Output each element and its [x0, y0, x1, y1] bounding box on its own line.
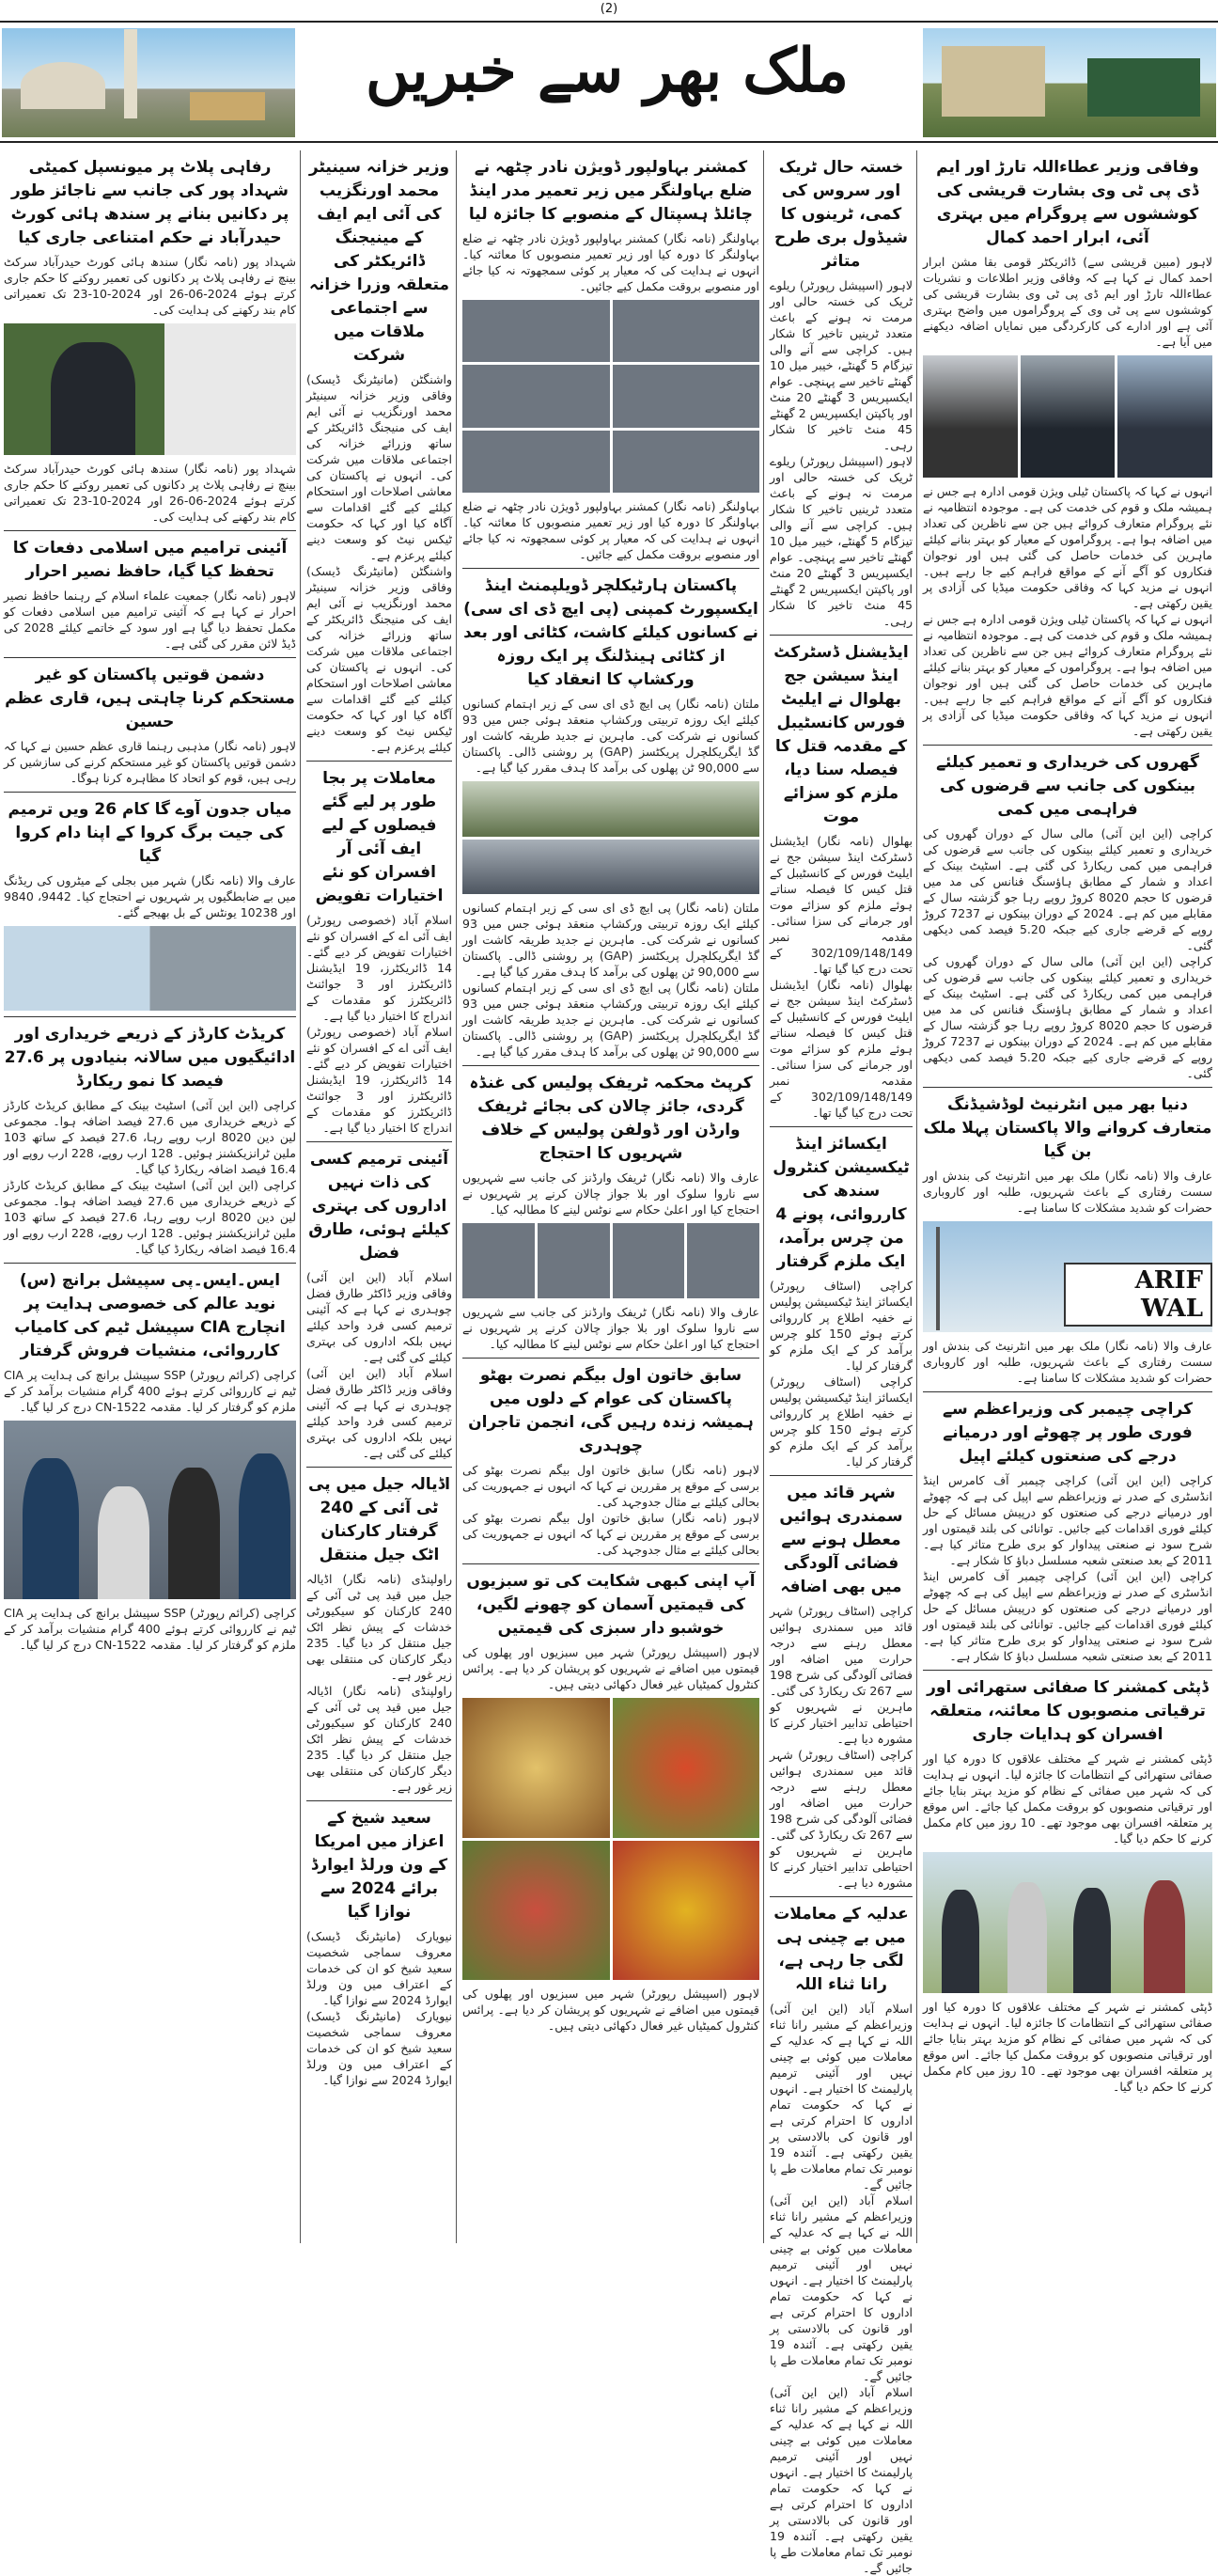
- article-text: لاہور (اسپیشل رپورٹر) ریلوے ٹریک کی خستہ حالی اور مرمت نہ ہونے کے باعث متعدد ٹرینیں تاخیر کا شکار ہیں۔ کراچی سے آنے والی تیزگام 5 گھنٹے، خیبر میل 10 گھنٹے تاخیر سے پہنچی۔ عوام ایکسپریس 3 گھنٹے 20 منٹ اور پاکپتن ایکسپریس 2 گھنٹے 45 منٹ تاخیر کا شکار رہی۔: [770, 454, 913, 628]
- article-text: بھلوال (نامہ نگار) ایڈیشنل ڈسٹرکٹ اینڈ سیشن جج نے ایلیٹ فورس کے کانسٹیبل کے قتل کیس کا فیصلہ سناتے ہوئے ملزم کو سزائے موت اور جرمانے کی سزا سنائی۔ مقدمہ نمبر 302/109/148/149 کے تحت درج کیا گیا تھا۔: [770, 978, 913, 1120]
- article-text: لاہور (مبین قریشی سے) ڈائریکٹر قومی بقا مشن ابرار احمد کمال نے کہا ہے کہ وفاقی وزیر اطلاعات و نشریات عطاءاللہ تارڑ اور ایم ڈی پی ٹی وی بشارت قریشی کی کوششوں سے پی ٹی وی کے پروگراموں میں واضح بہتری آئی ہے اور ادارے کی کارکردگی میں نمایاں اضافہ دیکھنے میں آیا ہے۔: [923, 255, 1212, 349]
- masthead: [0, 21, 1218, 143]
- portrait-photos: [923, 355, 1212, 478]
- article-text: لاہور (اسپیشل رپورٹر) شہر میں سبزیوں اور پھلوں کی قیمتوں میں اضافے نے شہریوں کو پریشان کر دیا ہے۔ پرائس کنٹرول کمیٹیاں غیر فعال دکھائی دیتی ہیں۔: [462, 1987, 759, 2033]
- headline: شہر قائد میں سمندری ہوائیں معطل ہونے سے فضائی آلودگی میں بھی اضافہ: [779, 1484, 903, 1596]
- article-text: بہاولنگر (نامہ نگار) کمشنر بہاولپور ڈویژن نادر چٹھہ نے ضلع بہاولنگر کا دورہ کیا اور زیر تعمیر منصوبوں کا معائنہ کیا۔ انہوں نے ہدایت کی کہ معیار پر کوئی سمجھوتہ نہ کیا جائے اور منصوبے بروقت مکمل کیے جائیں۔: [462, 231, 759, 293]
- protest-photos: [462, 1223, 759, 1298]
- article-text: لاہور (اسپیشل رپورٹر) ریلوے ٹریک کی خستہ حالی اور مرمت نہ ہونے کے باعث متعدد ٹرینیں تاخیر کا شکار ہیں۔ کراچی سے آنے والی تیزگام 5 گھنٹے، خیبر میل 10 گھنٹے تاخیر سے پہنچی۔ عوام ایکسپریس 3 گھنٹے 20 منٹ اور پاکپتن ایکسپریس 2 گھنٹے 45 منٹ تاخیر کا شکار رہی۔: [770, 278, 913, 452]
- article-text: کراچی (کرائم رپورٹر) SSP سپیشل برانچ کی ہدایت پر CIA ٹیم نے کارروائی کرتے ہوئے 400 گرام منشیات برآمد کر کے ملزم کو گرفتار کر لیا۔ مقدمہ CN-1522 درج کر لیا گیا۔: [4, 1606, 297, 1652]
- headline: معاملات پر بجا طور پر لیے گئے فیصلوں کے لیے ایف آئی آر افسران کو نئے اختیارات تفویض: [315, 769, 444, 905]
- headline: سعید شیخ کے اعزاز میں امریکا کے ون ورلڈ ایوارڈ برائے 2024 سے نوازا گیا: [310, 1809, 448, 1922]
- article-text: بھلوال (نامہ نگار) ایڈیشنل ڈسٹرکٹ اینڈ سیشن جج نے ایلیٹ فورس کے کانسٹیبل کے قتل کیس کا فیصلہ سناتے ہوئے ملزم کو سزائے موت اور جرمانے کی سزا سنائی۔ مقدمہ نمبر 302/109/148/149 کے تحت درج کیا گیا تھا۔: [770, 834, 913, 976]
- headline: کراچی چیمبر کی وزیراعظم سے فوری طور پر چھوٹے اور درمیانے درجے کی صنعتوں کیلئے اپیل: [943, 1400, 1193, 1466]
- article-text: انہوں نے کہا کہ پاکستان ٹیلی ویژن قومی ادارہ ہے جس نے ہمیشہ ملک و قوم کی خدمت کی ہے۔ موجودہ انتظامیہ نے نئے پروگرام متعارف کروائے ہیں جن سے ناظرین کی تعداد میں اضافہ ہوا ہے۔ پروگراموں کے معیار کو بہتر بنانے کیلئے ماہرین کی خدمات حاصل کی گئی ہیں اور نوجوان فنکاروں کو آگے آنے کے مواقع فراہم کیے جا رہے ہیں۔ انہوں نے مزید کہا کہ وفاقی حکومت میڈیا کی آزادی پر یقین رکھتی ہے۔: [923, 612, 1212, 738]
- commissioner-visit-photos: [462, 300, 759, 493]
- headline: ایڈیشنل ڈسٹرکٹ اینڈ سیشن جج بھلوال نے ایلیٹ فورس کانسٹیبل کے مقدمہ قتل کا فیصلہ سنا دیا، ملزم کو سزائے موت: [773, 643, 909, 826]
- headline: آپ اپنی کبھی شکایت کی تو سبزیوں کی قیمتیں آسمان کو چھونے لگیں، خوشبو دار سبزی کی قیمتیں: [466, 1572, 756, 1638]
- article-text: کراچی (اسٹاف رپورٹر) ایکسائز اینڈ ٹیکسیشن پولیس نے خفیہ اطلاع پر کارروائی کرتے ہوئے 150 کلو چرس برآمد کر کے ایک ملزم کو گرفتار کر لیا۔: [770, 1279, 913, 1373]
- article-text: واشنگٹن (مانیٹرنگ ڈیسک) وفاقی وزیر خزانہ سینیٹر محمد اورنگزیب نے آئی ایم ایف کی منیجنگ ڈائریکٹر کے ساتھ وزرائے خزانہ کی اجتماعی ملاقات میں شرکت کی۔ انہوں نے پاکستان کی معاشی اصلاحات اور استحکام کیلئے کیے گئے اقدامات سے آگاہ کیا اور کہا کہ حکومت ٹیکس نیٹ کو وسعت دینے کیلئے پرعزم ہے۔: [306, 372, 452, 562]
- article-text: ملتان (نامہ نگار) پی ایچ ڈی ای سی کے زیر اہتمام کسانوں کیلئے ایک روزہ تربیتی ورکشاپ منعقد ہوئی جس میں 93 کسانوں نے شرکت کی۔ ماہرین نے جدید طریقہ کاشت اور گڈ ایگریکلچرل پریکٹسز (GAP) پر روشنی ڈالی۔ پاکستان سے 90,000 ٹن پھلوں کی برآمد کا ہدف مقرر کیا گیا ہے۔: [462, 981, 759, 1059]
- meter-photo: [4, 926, 296, 1011]
- article-text: عارف والا (نامہ نگار) شہر میں بجلی کے میٹروں کی ریڈنگ میں بے ضابطگیوں پر شہریوں نے احتجاج کیا۔ 9442، 9840 اور 10238 یونٹس کے بل بھیجے گئے۔: [4, 873, 296, 919]
- article-text: اسلام آباد (این این آئی) وفاقی وزیر ڈاکٹر طارق فضل چوہدری نے کہا ہے کہ آئینی ترمیم کسی فرد واحد کیلئے نہیں بلکہ اداروں کی بہتری کیلئے کی گئی ہے۔: [306, 1366, 452, 1460]
- column-4: [303, 150, 456, 2243]
- headline: اڈیالہ جیل میں پی ٹی آئی کے 240 گرفتار کارکنان اٹک جیل منتقل: [308, 1475, 450, 1564]
- article-text: نیویارک (مانیٹرنگ ڈیسک) معروف سماجی شخصیت سعید شیخ کو ان کی خدمات کے اعتراف میں ون ورلڈ ایوارڈ 2024 سے نوازا گیا۔: [306, 1929, 452, 2007]
- article-text: ڈپٹی کمشنر نے شہر کے مختلف علاقوں کا دورہ کیا اور صفائی ستھرائی کے انتظامات کا جائزہ لیا۔ انہوں نے ہدایت کی کہ شہر میں صفائی کے نظام کو مزید بہتر بنایا جائے اور ترقیاتی منصوبوں کو بروقت مکمل کیا جائے۔ اس موقع پر متعلقہ افسران بھی موجود تھے۔ 10 روز میں کام مکمل کرنے کا حکم دیا گیا۔: [923, 2000, 1212, 2094]
- column-3: [459, 150, 763, 2243]
- article-text: اسلام آباد (این این آئی) وفاقی وزیر ڈاکٹر طارق فضل چوہدری نے کہا ہے کہ آئینی ترمیم کسی فرد واحد کیلئے نہیں بلکہ اداروں کی بہتری کیلئے کی گئی ہے۔: [306, 1270, 452, 1364]
- article-text: اسلام آباد (این این آئی) وزیراعظم کے مشیر رانا ثناء اللہ نے کہا ہے کہ عدلیہ کے معاملات میں کوئی بے چینی نہیں اور آئینی ترمیم پارلیمنٹ کا اختیار ہے۔ انہوں نے کہا کہ حکومت تمام اداروں کا احترام کرتی ہے اور قانون کی بالادستی پر یقین رکھتی ہے۔ آئندہ 19 نومبر تک تمام معاملات طے پا جائیں گے۔: [770, 2385, 913, 2575]
- article-text: کراچی (اسٹاف رپورٹر) ایکسائز اینڈ ٹیکسیشن پولیس نے خفیہ اطلاع پر کارروائی کرتے ہوئے 150 کلو چرس برآمد کر کے ایک ملزم کو گرفتار کر لیا۔: [770, 1374, 913, 1469]
- article-text: ملتان (نامہ نگار) پی ایچ ڈی ای سی کے زیر اہتمام کسانوں کیلئے ایک روزہ تربیتی ورکشاپ منعقد ہوئی جس میں 93 کسانوں نے شرکت کی۔ ماہرین نے جدید طریقہ کاشت اور گڈ ایگریکلچرل پریکٹسز (GAP) پر روشنی ڈالی۔ پاکستان سے 90,000 ٹن پھلوں کی برآمد کا ہدف مقرر کیا گیا ہے۔: [462, 697, 759, 775]
- headline: دنیا بھر میں انٹرنیٹ لوڈشیڈنگ متعارف کروانے والا پاکستان پہلا ملک بن گیا: [923, 1095, 1212, 1161]
- headline: آئینی ترمیم کسی کی ذات نہیں اداروں کی بہتری کیلئے ہوئی، طارق فضل: [308, 1150, 450, 1263]
- headline: عدلیہ کے معاملات میں بے چینی ہی لگی جا رہی ہے، رانا ثناء اللہ: [773, 1905, 909, 1994]
- article-text: کراچی (اسٹاف رپورٹر) شہر قائد میں سمندری ہوائیں معطل رہنے سے درجہ حرارت میں اضافہ اور فضائی آلودگی کی شرح 198 سے 267 تک ریکارڈ کی گئی۔ ماہرین نے شہریوں کو احتیاطی تدابیر اختیار کرنے کا مشورہ دیا ہے۔: [770, 1604, 913, 1746]
- headline: ڈپٹی کمشنر کا صفائی ستھرائی اور ترقیاتی منصوبوں کا معائنہ، متعلقہ افسران کو ہدایات جاری: [927, 1678, 1209, 1744]
- article-text: لاہور (اسپیشل رپورٹر) شہر میں سبزیوں اور پھلوں کی قیمتوں میں اضافے نے شہریوں کو پریشان کر دیا ہے۔ پرائس کنٹرول کمیٹیاں غیر فعال دکھائی دیتی ہیں۔: [462, 1645, 759, 1691]
- telecom-tower-photo: [923, 1221, 1212, 1332]
- masthead-photo-right: [923, 28, 1216, 137]
- article-text: اسلام آباد (این این آئی) وزیراعظم کے مشیر رانا ثناء اللہ نے کہا ہے کہ عدلیہ کے معاملات میں کوئی بے چینی نہیں اور آئینی ترمیم پارلیمنٹ کا اختیار ہے۔ انہوں نے کہا کہ حکومت تمام اداروں کا احترام کرتی ہے اور قانون کی بالادستی پر یقین رکھتی ہے۔ آئندہ 19 نومبر تک تمام معاملات طے پا جائیں گے۔: [770, 2193, 913, 2383]
- headline: سابق خاتون اول بیگم نصرت بھٹو پاکستان کی عوام کے دلوں میں ہمیشہ زندہ رہیں گی، انجمن تاجران چوہدری: [468, 1366, 754, 1455]
- article-text: اسلام آباد (خصوصی رپورٹر) ایف آئی اے کے افسران کو نئے اختیارات تفویض کر دیے گئے۔ 14 ڈائریکٹرز، 19 ایڈیشنل ڈائریکٹرز اور 3 جوائنٹ ڈائریکٹرز کو مقدمات کے اندراج کا اختیار دیا گیا ہے۔: [306, 1025, 453, 1135]
- article-text: راولپنڈی (نامہ نگار) اڈیالہ جیل میں قید پی ٹی آئی کے 240 کارکنان کو سیکیورٹی خدشات کے پیش نظر اٹک جیل منتقل کر دیا گیا۔ 235 دیگر کارکنان کی منتقلی بھی زیر غور ہے۔: [306, 1572, 452, 1682]
- article-text: ملتان (نامہ نگار) پی ایچ ڈی ای سی کے زیر اہتمام کسانوں کیلئے ایک روزہ تربیتی ورکشاپ منعقد ہوئی جس میں 93 کسانوں نے شرکت کی۔ ماہرین نے جدید طریقہ کاشت اور گڈ ایگریکلچرل پریکٹسز (GAP) پر روشنی ڈالی۔ پاکستان سے 90,000 ٹن پھلوں کی برآمد کا ہدف مقرر کیا گیا ہے۔: [462, 901, 759, 979]
- article-text: کراچی (این این آئی) کراچی چیمبر آف کامرس اینڈ انڈسٹری کے صدر نے وزیراعظم سے اپیل کی ہے کہ چھوٹے اور درمیانے درجے کی صنعتوں کو درپیش مسائل کے حل کیلئے فوری اقدامات کیے جائیں۔ توانائی کی بلند قیمتوں اور شرح سود نے صنعتی پیداوار کو بری طرح متاثر کیا ہے۔ 2011 کے بعد صنعتی شعبہ مسلسل دباؤ کا شکار ہے۔: [923, 1569, 1212, 1663]
- column-5: [0, 150, 300, 2243]
- article-text: عارف والا (نامہ نگار) ٹریفک وارڈنز کی جانب سے شہریوں سے ناروا سلوک اور بلا جواز چالان کرنے پر شہریوں نے احتجاج کیا اور اعلیٰ حکام سے نوٹس لینے کا مطالبہ کیا۔: [462, 1305, 759, 1351]
- article-text: ڈپٹی کمشنر نے شہر کے مختلف علاقوں کا دورہ کیا اور صفائی ستھرائی کے انتظامات کا جائزہ لیا۔ انہوں نے ہدایت کی کہ شہر میں صفائی کے نظام کو مزید بہتر بنایا جائے اور ترقیاتی منصوبوں کو بروقت مکمل کیا جائے۔ اس موقع پر متعلقہ افسران بھی موجود تھے۔ 10 روز میں کام مکمل کرنے کا حکم دیا گیا۔: [923, 1751, 1212, 1846]
- article-text: لاہور (نامہ نگار) سابق خاتون اول بیگم نصرت بھٹو کی برسی کے موقع پر مقررین نے کہا کہ انہوں نے جمہوریت کی بحالی کیلئے بے مثال جدوجہد کی۔: [462, 1511, 759, 1557]
- article-text: واشنگٹن (مانیٹرنگ ڈیسک) وفاقی وزیر خزانہ سینیٹر محمد اورنگزیب نے آئی ایم ایف کی منیجنگ ڈائریکٹر کے ساتھ وزرائے خزانہ کی اجتماعی ملاقات میں شرکت کی۔ انہوں نے پاکستان کی معاشی اصلاحات اور استحکام کیلئے کیے گئے اقدامات سے آگاہ کیا اور کہا کہ حکومت ٹیکس نیٹ کو وسعت دینے کیلئے پرعزم ہے۔: [306, 564, 452, 754]
- article-text: لاہور (نامہ نگار) مذہبی رہنما قاری عظم حسین نے کہا کہ دشمن قوتیں پاکستان کو غیر مستحکم کرنے کی سازشیں کر رہی ہیں، قوم کو اتحاد کا مظاہرہ کرنا ہوگا۔: [4, 739, 296, 785]
- headline: آئینی ترامیم میں اسلامی دفعات کا تحفظ کیا گیا، حافظ نصیر احرار: [12, 539, 288, 581]
- article-text: اسلام آباد (این این آئی) وزیراعظم کے مشیر رانا ثناء اللہ نے کہا ہے کہ عدلیہ کے معاملات میں کوئی بے چینی نہیں اور آئینی ترمیم پارلیمنٹ کا اختیار ہے۔ انہوں نے کہا کہ حکومت تمام اداروں کا احترام کرتی ہے اور قانون کی بالادستی پر یقین رکھتی ہے۔ آئندہ 19 نومبر تک تمام معاملات طے پا جائیں گے۔: [770, 2002, 913, 2191]
- article-text: کراچی (این این آئی) اسٹیٹ بینک کے مطابق کریڈٹ کارڈز کے ذریعے خریداری میں 27.6 فیصد اضافہ ہوا۔ مجموعی لین دین 8020 ارب روپے رہا، 27.6 فیصد کے ساتھ 103 ملین ٹرانزیکشنز ہوئیں۔ 128 ارب روپے، 228 ارب روپے اور 16.4 فیصد اضافہ ریکارڈ کیا گیا۔: [4, 1178, 297, 1256]
- headline: میاں جدون آوے گا کام 26 ویں ترمیم کی جیت برگ کروا کے اپنا دام کروا گیا: [8, 800, 292, 866]
- article-text: انہوں نے کہا کہ پاکستان ٹیلی ویژن قومی ادارہ ہے جس نے ہمیشہ ملک و قوم کی خدمت کی ہے۔ موجودہ انتظامیہ نے نئے پروگرام متعارف کروائے ہیں جن سے ناظرین کی تعداد میں اضافہ ہوا ہے۔ پروگراموں کے معیار کو بہتر بنانے کیلئے ماہرین کی خدمات حاصل کی گئی ہیں اور نوجوان فنکاروں کو آگے آنے کے مواقع فراہم کیے جا رہے ہیں۔ انہوں نے مزید کہا کہ وفاقی حکومت میڈیا کی آزادی پر یقین رکھتی ہے۔: [923, 484, 1212, 610]
- headline: وزیر خزانہ سینیٹر محمد اورنگزیب کی آئی ایم ایف کے مینیجنگ ڈائریکٹر کی متعلقہ وزرا خزانہ سے اجتماعی ملاقات میں شرکت: [308, 158, 450, 365]
- article-text: راولپنڈی (نامہ نگار) اڈیالہ جیل میں قید پی ٹی آئی کے 240 کارکنان کو سیکیورٹی خدشات کے پیش نظر اٹک جیل منتقل کر دیا گیا۔ 235 دیگر کارکنان کی منتقلی بھی زیر غور ہے۔: [306, 1684, 452, 1794]
- article-text: کراچی (این این آئی) اسٹیٹ بینک کے مطابق کریڈٹ کارڈز کے ذریعے خریداری میں 27.6 فیصد اضافہ ہوا۔ مجموعی لین دین 8020 ارب روپے رہا، 27.6 فیصد کے ساتھ 103 ملین ٹرانزیکشنز ہوئیں۔ 128 ارب روپے، 228 ارب روپے اور 16.4 فیصد اضافہ ریکارڈ کیا گیا۔: [4, 1098, 297, 1176]
- article-text: شہداد پور (نامہ نگار) سندھ ہائی کورٹ حیدرآباد سرکٹ بینچ نے رفاہی پلاٹ پر دکانوں کی تعمیر روکنے کا حکم جاری کرتے ہوئے 2024-06-26 اور 2024-10-23 تک تعمیراتی کام بند رکھنے کی ہدایت کی۔: [4, 255, 296, 317]
- headline: ایس۔ایس۔پی سپیشل برانچ (س) نوید عالم کی خصوصی ہدایت پر انچارج CIA سپیشل ٹیم کی کامیاب کارروائی، منشیات فروش گرفتار: [14, 1271, 286, 1360]
- headline: پاکستان ہارٹیکلچر ڈویلپمنٹ اینڈ ایکسپورٹ کمپنی (پی ایچ ڈی ای سی) نے کسانوں کیلئے کاشت، کٹائی اور بعد از کٹائی ہینڈلنگ پر ایک روزہ ورکشاپ کا انعقاد کیا: [463, 576, 758, 689]
- article-text: کراچی (اسٹاف رپورٹر) شہر قائد میں سمندری ہوائیں معطل رہنے سے درجہ حرارت میں اضافہ اور فضائی آلودگی کی شرح 198 سے 267 تک ریکارڈ کی گئی۔ ماہرین نے شہریوں کو احتیاطی تدابیر اختیار کرنے کا مشورہ دیا ہے۔: [770, 1748, 913, 1890]
- article-text: لاہور (نامہ نگار) جمعیت علماء اسلام کے رہنما حافظ نصیر احرار نے کہا ہے کہ آئینی ترامیم میں اسلامی دفعات کو مکمل تحفظ دیا گیا ہے اور سود کے خاتمے کیلئے 2028 کی ڈیڈ لائن مقرر کی گئی ہے۔: [4, 589, 296, 651]
- inspection-photo: [923, 1852, 1212, 1993]
- page-number: (2): [600, 2, 618, 16]
- article-text: کراچی (این این آئی) مالی سال کے دوران گھروں کی خریداری و تعمیر کیلئے بینکوں کی جانب سے قرضوں کی فراہمی میں کمی ریکارڈ کی گئی ہے۔ اسٹیٹ بینک کے اعداد و شمار کے مطابق ہاؤسنگ فنانس کی مد میں قرضوں کا حجم 8020 کروڑ روپے رہا جو گزشتہ سال کے مقابلے میں کم ہے۔ 2024 کے دوران بینکوں نے 7237 کروڑ روپے کے قرضے جاری کیے جبکہ 5.20 فیصد کمی دیکھی گئی۔: [923, 826, 1212, 952]
- article-text: لاہور (نامہ نگار) سابق خاتون اول بیگم نصرت بھٹو کی برسی کے موقع پر مقررین نے کہا کہ انہوں نے جمہوریت کی بحالی کیلئے بے مثال جدوجہد کی۔: [462, 1463, 759, 1509]
- article-text: کراچی (کرائم رپورٹر) SSP سپیشل برانچ کی ہدایت پر CIA ٹیم نے کارروائی کرتے ہوئے 400 گرام منشیات برآمد کر کے ملزم کو گرفتار کر لیا۔ مقدمہ CN-1522 درج کر لیا گیا۔: [4, 1368, 297, 1414]
- article-text: نیویارک (مانیٹرنگ ڈیسک) معروف سماجی شخصیت سعید شیخ کو ان کی خدمات کے اعتراف میں ون ورلڈ ایوارڈ 2024 سے نوازا گیا۔: [306, 2009, 452, 2087]
- article-text: اسلام آباد (خصوصی رپورٹر) ایف آئی اے کے افسران کو نئے اختیارات تفویض کر دیے گئے۔ 14 ڈائریکٹرز، 19 ایڈیشنل ڈائریکٹرز اور 3 جوائنٹ ڈائریکٹرز کو مقدمات کے اندراج کا اختیار دیا گیا ہے۔: [306, 913, 453, 1023]
- headline: کمشنر بہاولپور ڈویژن نادر چٹھہ نے ضلع بہاولنگر میں زیر تعمیر مدر اینڈ چائلڈ ہسپتال کے منصوبے کا جائزہ لیا: [468, 158, 754, 224]
- article-text: کراچی (این این آئی) مالی سال کے دوران گھروں کی خریداری و تعمیر کیلئے بینکوں کی جانب سے قرضوں کی فراہمی میں کمی ریکارڈ کی گئی ہے۔ اسٹیٹ بینک کے اعداد و شمار کے مطابق ہاؤسنگ فنانس کی مد میں قرضوں کا حجم 8020 کروڑ روپے رہا جو گزشتہ سال کے مقابلے میں کم ہے۔ 2024 کے دوران بینکوں نے 7237 کروڑ روپے کے قرضے جاری کیے جبکہ 5.20 فیصد کمی دیکھی گئی۔: [923, 954, 1212, 1080]
- article-text: بہاولنگر (نامہ نگار) کمشنر بہاولپور ڈویژن نادر چٹھہ نے ضلع بہاولنگر کا دورہ کیا اور زیر تعمیر منصوبوں کا معائنہ کیا۔ انہوں نے ہدایت کی کہ معیار پر کوئی سمجھوتہ نہ کیا جائے اور منصوبے بروقت مکمل کیے جائیں۔: [462, 499, 759, 561]
- vegetable-market-photos: [462, 1698, 759, 1980]
- workshop-photos: [462, 781, 759, 894]
- headline: گھروں کی خریداری و تعمیر کیلئے بینکوں کی جانب سے قرضوں کی فراہمی میں کمی: [936, 753, 1199, 819]
- article-text: شہداد پور (نامہ نگار) سندھ ہائی کورٹ حیدرآباد سرکٹ بینچ نے رفاہی پلاٹ پر دکانوں کی تعمیر روکنے کا حکم جاری کرتے ہوئے 2024-06-26 اور 2024-10-23 تک تعمیراتی کام بند رکھنے کی ہدایت کی۔: [4, 462, 296, 524]
- article-text: کراچی (این این آئی) کراچی چیمبر آف کامرس اینڈ انڈسٹری کے صدر نے وزیراعظم سے اپیل کی ہے کہ چھوٹے اور درمیانے درجے کی صنعتوں کو درپیش مسائل کے حل کیلئے فوری اقدامات کیے جائیں۔ توانائی کی بلند قیمتوں اور شرح سود نے صنعتی پیداوار کو بری طرح متاثر کیا ہے۔ 2011 کے بعد صنعتی شعبہ مسلسل دباؤ کا شکار ہے۔: [923, 1473, 1212, 1567]
- headline: رفاہی پلاٹ پر میونسپل کمیٹی شہداد پور کی جانب سے ناجائز طور پر دکانیں بنانے پر سندھ ہائی کورٹ حیدرآباد نے حکم امتناعی جاری کیا: [10, 158, 289, 247]
- headline: کرپٹ محکمہ ٹریفک پولیس کی غنڈہ گردی، جائز چالان کی بجائے ٹریفک وارڈن اور ڈولفن پولیس کے خلاف شہریوں کا احتجاج: [469, 1074, 753, 1163]
- column-1: [919, 150, 1216, 2243]
- headline: خستہ حال ٹریک اور سروس کی کمی، ٹرینوں کا شیڈول بری طرح متاثر: [773, 158, 908, 271]
- masthead-title: ملک بھر سے خبریں: [365, 36, 850, 106]
- article-text: عارف والا (نامہ نگار) ٹریفک وارڈنز کی جانب سے شہریوں سے ناروا سلوک اور بلا جواز چالان کرنے پر شہریوں نے احتجاج کیا اور اعلیٰ حکام سے نوٹس لینے کا مطالبہ کیا۔: [462, 1170, 759, 1217]
- article-text: عارف والا (نامہ نگار) ملک بھر میں انٹرنیٹ کی بندش اور سست رفتاری کے باعث شہریوں، طلبہ اور کاروباری حضرات کو شدید مشکلات کا سامنا ہے۔: [923, 1169, 1212, 1215]
- headline: کریڈٹ کارڈز کے ذریعے خریداری اور ادائیگیوں میں سالانہ بنیادوں پر 27.6 فیصد کا نمو ریکارڈ: [4, 1025, 296, 1091]
- headline: وفاقی وزیر عطاءاللہ تارڑ اور ایم ڈی پی ٹی وی بشارت قریشی کی کوششوں سے پروگرام میں بہتری آئی، ابرار احمد کمال: [936, 158, 1199, 247]
- arif-wala-sign: ARIF WAL: [1064, 1263, 1212, 1327]
- column-2: [766, 150, 916, 2575]
- masthead-photo-left: [2, 28, 295, 137]
- document-and-person-photo: [4, 323, 296, 455]
- headline: ایکسائز اینڈ ٹیکسیشن کنٹرول سندھ کی کارروائی، پونے 4 من چرس برآمد، ایک ملزم گرفتار: [773, 1135, 910, 1271]
- headline: دشمن قوتیں پاکستان کو غیر مستحکم کرنا چاہتی ہیں، قاری عظم حسین: [5, 666, 295, 731]
- arrest-photo: [4, 1421, 296, 1599]
- article-text: عارف والا (نامہ نگار) ملک بھر میں انٹرنیٹ کی بندش اور سست رفتاری کے باعث شہریوں، طلبہ اور کاروباری حضرات کو شدید مشکلات کا سامنا ہے۔: [923, 1339, 1212, 1385]
